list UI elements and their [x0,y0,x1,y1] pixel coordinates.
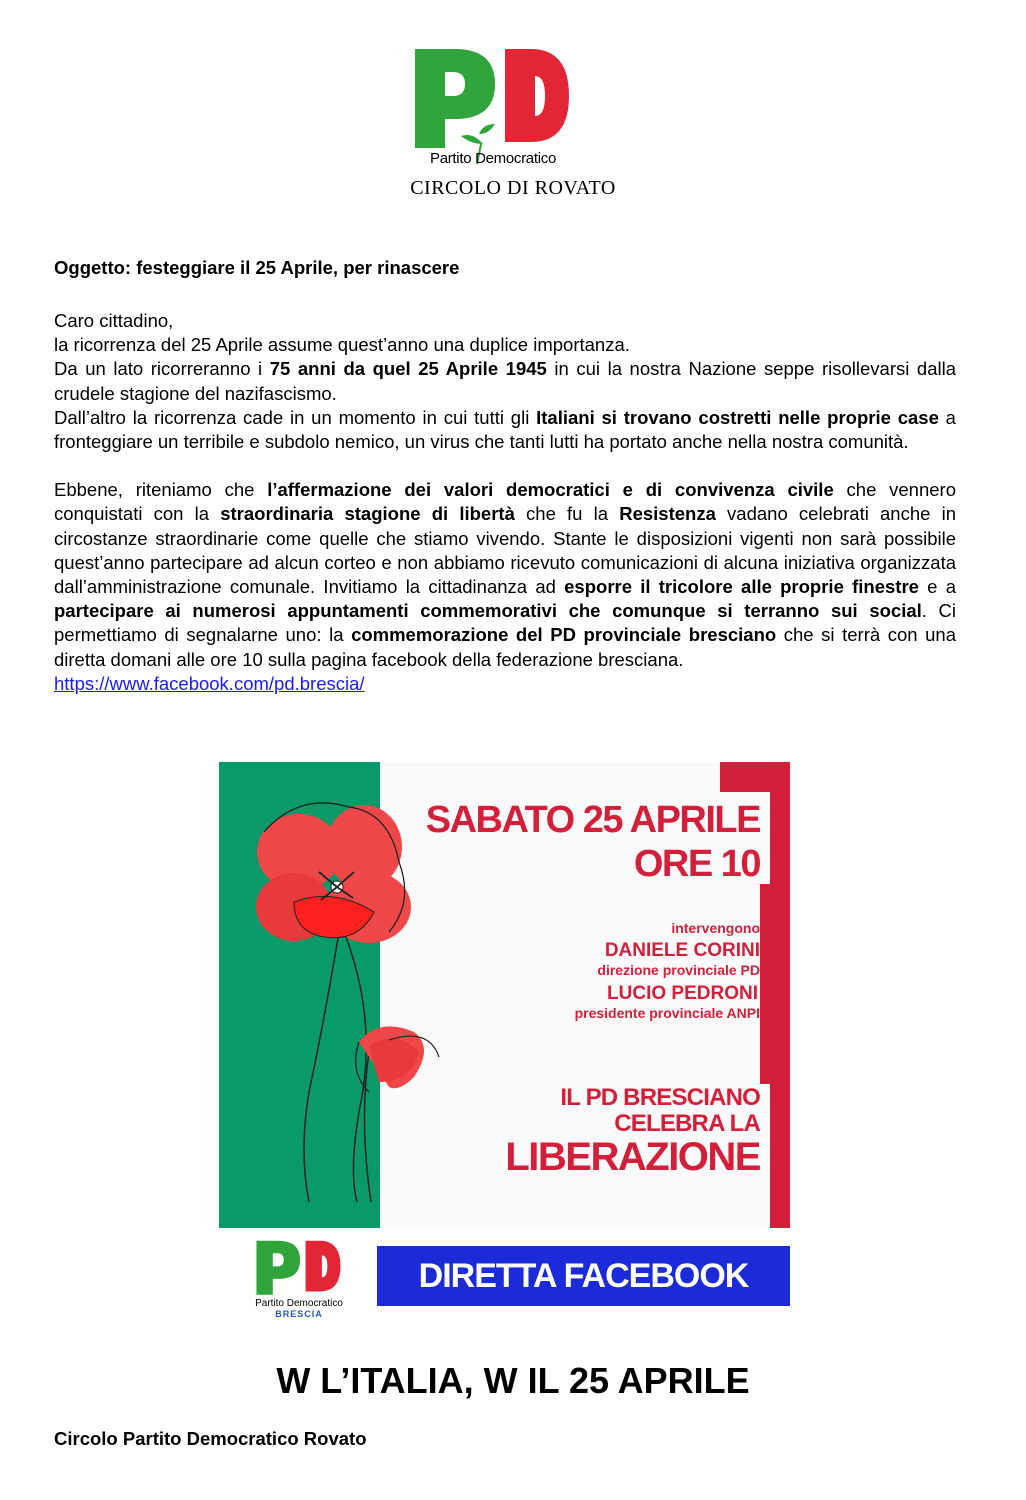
paragraph-invitation-run-1: l’affermazione dei valori democratici e di convivenza civile [267,479,834,501]
slogan: W L’ITALIA, W IL 25 APRILE [276,1360,750,1401]
diretta-facebook-banner: DIRETTA FACEBOOK [377,1246,790,1306]
poster-red-band [770,762,790,1228]
poster-liberazione: LIBERAZIONE [505,1135,760,1179]
pd-brescia-caption: Partito Democratico [255,1298,343,1309]
paragraph-invitation-run-4: che fu la [514,503,620,525]
paragraph-intro-run-0: la ricorrenza del 25 Aprile assume quest’anno una duplice importanza. [54,334,630,356]
paragraph-virus [54,406,956,454]
event-poster [219,762,790,1332]
paragraph-invitation-run-3: straordinaria stagione di libertà [220,503,515,525]
paragraph-anniversary-run-0: Da un lato ricorreranno i [54,358,270,380]
speaker1-name: DANIELE CORINI [604,940,760,961]
poster-date: SABATO 25 APRILE [425,799,760,841]
paragraph-invitation-run-12: che si terrà con una diretta domani alle ore 10 sulla pagina facebook della federazione bresciana. [54,624,957,670]
paragraph-invitation-run-7: esporre il tricolore alle proprie finestre [564,576,919,598]
speaker2-name: LUCIO PEDRONI [607,983,758,1004]
paragraph-virus-run-2: a fronteggiare un terribile e subdolo nemico, un virus che tanti lutti ha portato anche nella nostra comunità. [54,406,956,453]
pd-brescia-logo [255,1238,343,1298]
paragraph-greeting [54,309,956,333]
paragraph-invitation-run-0: Ebbene, riteniamo che [54,479,268,501]
paragraph-invitation-run-11: commemorazione del PD provinciale bresciano [351,624,777,646]
poster-celebrate-line2: CELEBRA LA [614,1110,760,1137]
paragraph-invitation-run-2: che vennero conquistati con la [54,479,956,525]
paragraph-invitation-run-6: vadano celebrati anche in circostanze straordinarie come quelle che stiamo vivendo. Stante le disposizioni vigenti non sarà possibile quest’anno partecipare ad alcun corteo e non abbiamo ricevuto comunicazioni di alcuna iniziativa organizzata dall’amministrazione comunale. Invitiamo la cittadinanza ad [54,503,957,598]
paragraph-virus-run-1: Italiani si trovano costretti nelle proprie case [536,406,939,428]
paragraph-greeting-run-0: Caro cittadino, [54,310,174,331]
paragraph-invitation-run-5: Resistenza [619,503,716,525]
speaker2-role: presidente provinciale ANPI [574,1005,760,1021]
paragraph-invitation-run-9: partecipare ai numerosi appuntamenti commemorativi che comunque si terranno sui social [54,600,922,622]
poster-intro: intervengono [671,920,760,936]
paragraph-virus-run-0: Dall’altro la ricorrenza cade in un momento in cui tutti gli [54,406,537,428]
poster-celebrate-line1: IL PD BRESCIANO [560,1084,760,1111]
signature: Circolo Partito Democratico Rovato [54,1428,367,1449]
speaker1-role: direzione provinciale PD [597,962,760,978]
paragraph-anniversary-run-2: in cui la nostra Nazione seppe risollevarsi dalla crudele stagione del nazifascismo. [54,358,956,404]
poppy-flowers-illustration [239,792,479,1212]
facebook-link[interactable]: https://www.facebook.com/pd.brescia/ [54,672,365,694]
paragraph-intro [54,333,956,357]
letter-body [54,309,956,696]
logo-caption: Partito Democratico [429,150,556,167]
paragraph-invitation-run-8: e a [918,576,956,598]
letter-subject: Oggetto: festeggiare il 25 Aprile, per rinascere [54,257,460,278]
poster-time: ORE 10 [633,843,760,885]
paragraph-anniversary [54,357,956,405]
pd-brescia-city: BRESCIA [275,1309,323,1319]
paragraph-invitation [54,478,956,672]
paragraph-anniversary-run-1: 75 anni da quel 25 Aprile 1945 [269,358,547,380]
circolo-title: CIRCOLO DI ROVATO [410,177,616,199]
paragraph-invitation-run-10: . Ci permettiamo di segnalarne uno: la [54,600,956,646]
